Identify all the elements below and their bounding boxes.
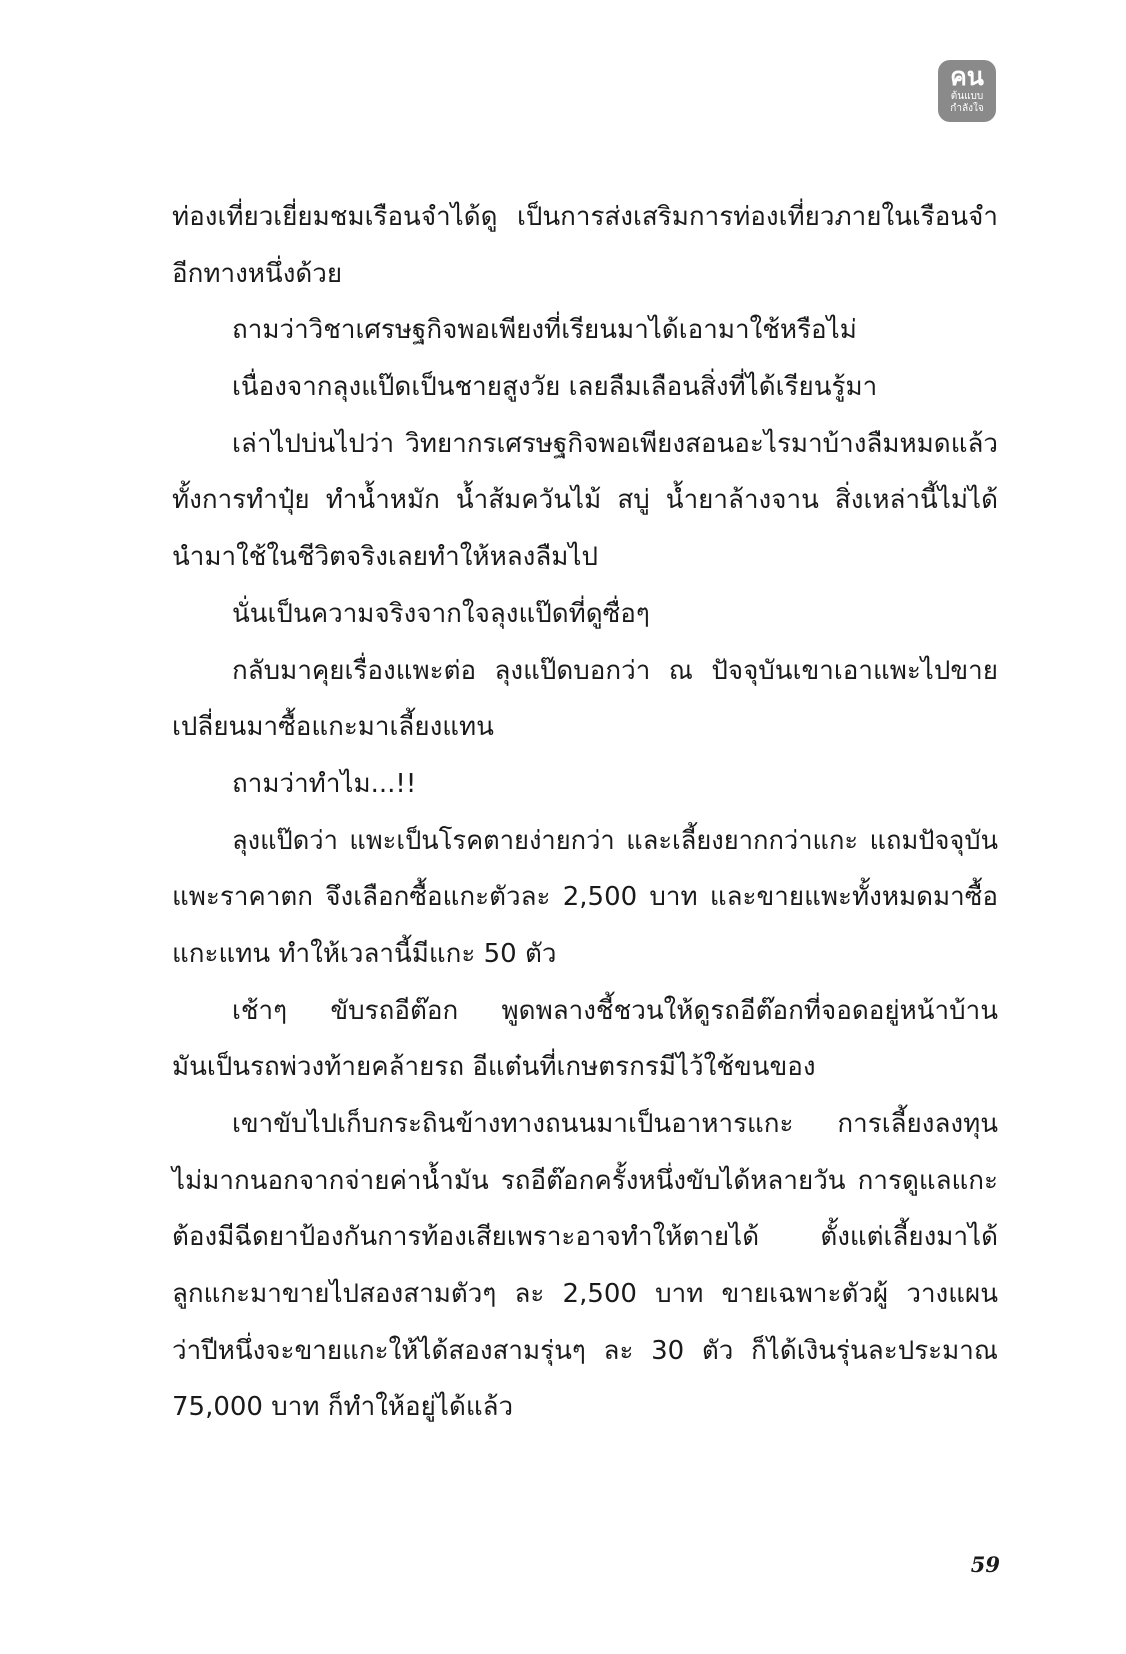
text-line: 75,000 บาท ก็ทำให้อยู่ได้แล้ว: [172, 1392, 514, 1423]
text-line: แพะราคาตก จึงเลือกซื้อแกะตัวละ 2,500 บาท และขายแพะทั้งหมดมาซื้อ: [172, 882, 998, 913]
text-line: อีกทางหนึ่งด้วย: [172, 258, 343, 289]
text-line: ทั้งการทำปุ๋ย ทำน้ำหมัก น้ำส้มควันไม้ สบู่ น้ำยาล้างจาน สิ่งเหล่านี้ไม่ได้: [172, 485, 998, 516]
text-line: ลุงแป๊ดว่า แพะเป็นโรคตายง่ายกว่า และเลี้ยงยากกว่าแกะ แถมปัจจุบัน: [232, 825, 998, 856]
text-line: นั่นเป็นความจริงจากใจลุงแป๊ดที่ดูซื่อๆ: [232, 598, 650, 629]
text-line: ถามว่าทำไม...!!: [232, 768, 417, 799]
publisher-logo: [938, 60, 996, 122]
text-line: ถามว่าวิชาเศรษฐกิจพอเพียงที่เรียนมาได้เอามาใช้หรือไม่: [232, 315, 857, 346]
text-line: ท่องเที่ยวเยี่ยมชมเรือนจำได้ดู เป็นการส่งเสริมการท่องเที่ยวภายในเรือนจำ: [172, 202, 998, 232]
text-line: มันเป็นรถพ่วงท้ายคล้ายรถ อีแต๋นที่เกษตรกรมีไว้ใช้ขนของ: [172, 1052, 816, 1083]
logo-title: คน: [950, 62, 984, 91]
body-text: [172, 197, 998, 1444]
text-line: เขาขับไปเก็บกระถินข้างทางถนนมาเป็นอาหารแกะ การเลี้ยงลงทุน: [232, 1109, 998, 1139]
text-line: ไม่มากนอกจากจ่ายค่าน้ำมัน รถอีต๊อกครั้งหนึ่งขับได้หลายวัน การดูแลแกะ: [172, 1165, 998, 1196]
logo-subtitle-1: ต้นแบบ: [950, 91, 984, 102]
text-line: ต้องมีฉีดยาป้องกันการท้องเสียเพราะอาจทำให้ตายได้ ตั้งแต่เลี้ยงมาได้: [172, 1222, 998, 1253]
text-line: แกะแทน ทำให้เวลานี้มีแกะ 50 ตัว: [172, 938, 557, 969]
text-line: ว่าปีหนึ่งจะขายแกะให้ได้สองสามรุ่นๆ ละ 30 ตัว ก็ได้เงินรุ่นละประมาณ: [172, 1335, 998, 1366]
text-line: เช้าๆ ขับรถอีต๊อก พูดพลางชี้ชวนให้ดูรถอีต๊อกที่จอดอยู่หน้าบ้าน: [232, 995, 998, 1026]
page-number: 59: [970, 1552, 1000, 1577]
logo-subtitle-2: กำลังใจ: [950, 103, 984, 114]
text-line: เนื่องจากลุงแป๊ดเป็นชายสูงวัย เลยลืมเลือนสิ่งที่ได้เรียนรู้มา: [232, 372, 878, 403]
text-line: กลับมาคุยเรื่องแพะต่อ ลุงแป๊ดบอกว่า ณ ปัจจุบันเขาเอาแพะไปขาย: [232, 655, 998, 686]
text-line: ลูกแกะมาขายไปสองสามตัวๆ ละ 2,500 บาท ขายเฉพาะตัวผู้ วางแผน: [172, 1279, 998, 1310]
text-line: เปลี่ยนมาซื้อแกะมาเลี้ยงแทน: [172, 712, 494, 743]
text-line: เล่าไปบ่นไปว่า วิทยากรเศรษฐกิจพอเพียงสอนอะไรมาบ้างลืมหมดแล้ว: [232, 428, 998, 459]
text-line: นำมาใช้ในชีวิตจริงเลยทำให้หลงลืมไป: [172, 542, 598, 573]
